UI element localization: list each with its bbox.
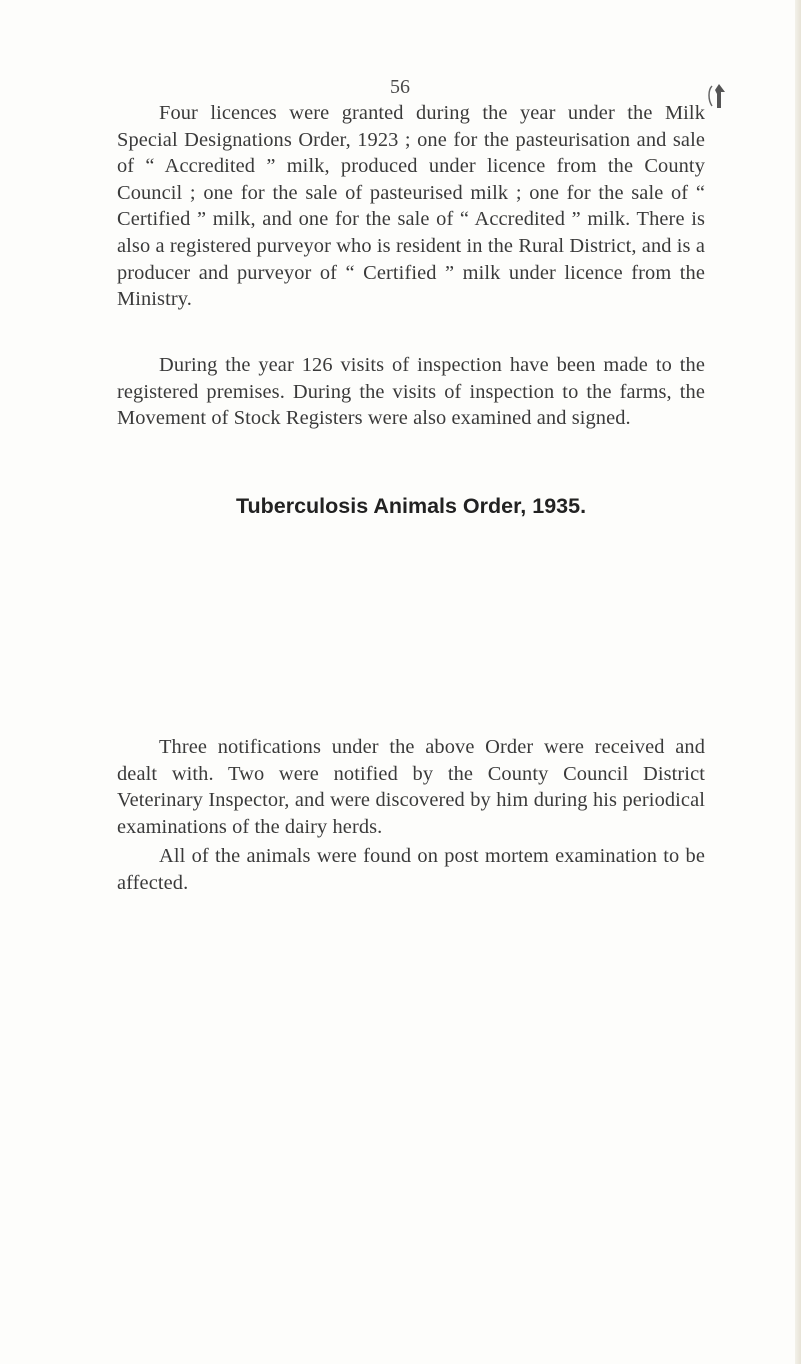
paragraph-notifications: Three notifications under the above Order were received and dealt with. Two were notified by the County Council District Veterinary Inspector, and were discovered by him during his periodical examinations of the dairy herds. (117, 736, 705, 838)
paragraph-milk-licences: Four licences were granted during the year under the Milk Special Designations Order, 1923 ; one for the pasteurisation and sale of “ Accredited ” milk, produced under licence from the County Council ; one for the sale of pasteurised milk ; one for the sale of “ Certified ” milk, and one for the sale of “ Accredited ” milk. There is also a registered purveyor who is resident in the Rural District, and is a producer and purveyor of “ Certified ” milk under licence from the Ministry. (117, 102, 705, 311)
paragraph-inspection-visits: During the year 126 visits of inspection have been made to the registered premises. During the visits of inspection to the farms, the Movement of Stock Registers were also examined and signed. (117, 354, 705, 430)
page-number: 56 (390, 76, 410, 98)
paragraph-post-mortem: All of the animals were found on post mortem examination to be affected. (117, 845, 705, 894)
page-corner-mark-icon (706, 82, 728, 110)
section-heading: Tuberculosis Animals Order, 1935. (235, 494, 587, 518)
page-edge (795, 0, 801, 1364)
